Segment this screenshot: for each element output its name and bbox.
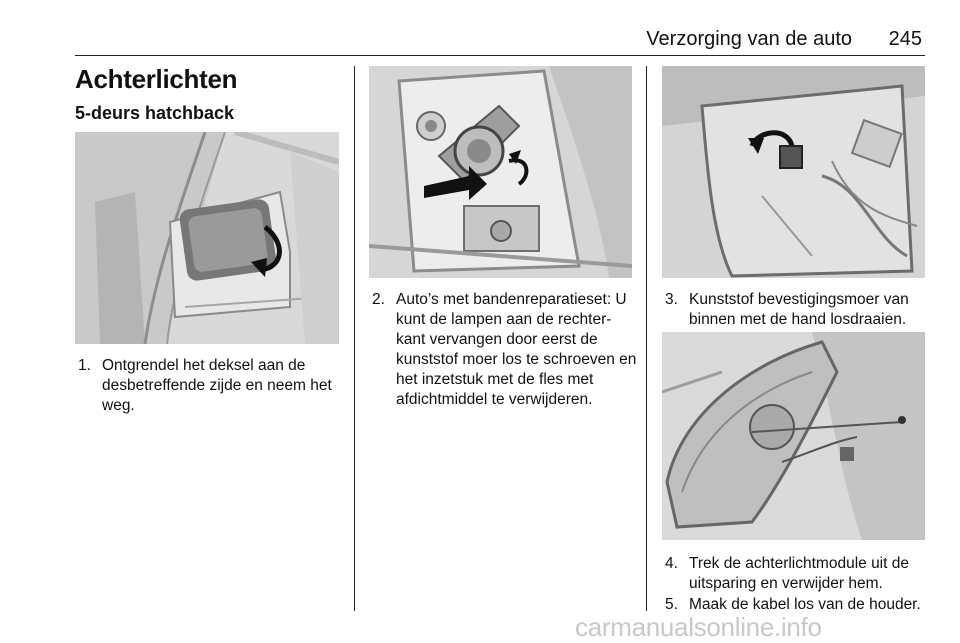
figure-lamp-holder [369, 66, 632, 278]
step-3 [665, 290, 931, 330]
section-title: Achterlichten [75, 64, 238, 94]
section-subtitle: 5-deurs hatchback [75, 103, 235, 123]
step-2-text: Auto’s met bandenreparatieset: U kunt de lampen aan de rechter-kant vervangen door eerst de kunststof moer los te schroeven en het inzetstuk met de fles met afdichtmiddel te verwijderen. [396, 291, 637, 408]
step-5-number: 5. [665, 596, 678, 613]
step-2-number: 2. [372, 291, 385, 308]
column-divider-right [646, 66, 647, 611]
step-4-number: 4. [665, 555, 678, 572]
figure-fixing-nut [662, 66, 925, 278]
step-4 [665, 554, 931, 594]
step-2 [372, 290, 638, 410]
header-rule [75, 55, 925, 56]
step-4-text: Trek de achterlichtmodule uit de uitsparing en verwijder hem. [689, 555, 909, 592]
watermark: carmanualsonline.info [575, 612, 822, 642]
column-divider-left [354, 66, 355, 611]
step-3-number: 3. [665, 291, 678, 308]
figure-lamp-module [662, 332, 925, 540]
page-number: 245 [888, 28, 922, 50]
page-header-title: Verzorging van de auto [646, 28, 852, 50]
step-1-number: 1. [78, 357, 91, 374]
figure-trunk-cover [75, 132, 339, 344]
step-3-text: Kunststof bevestigingsmoer van binnen met de hand losdraaien. [689, 291, 909, 328]
step-5-text: Maak de kabel los van de houder. [689, 596, 921, 613]
step-1 [78, 356, 348, 416]
step-1-text: Ontgrendel het deksel aan de desbetreffende zijde en neem het weg. [102, 357, 332, 414]
